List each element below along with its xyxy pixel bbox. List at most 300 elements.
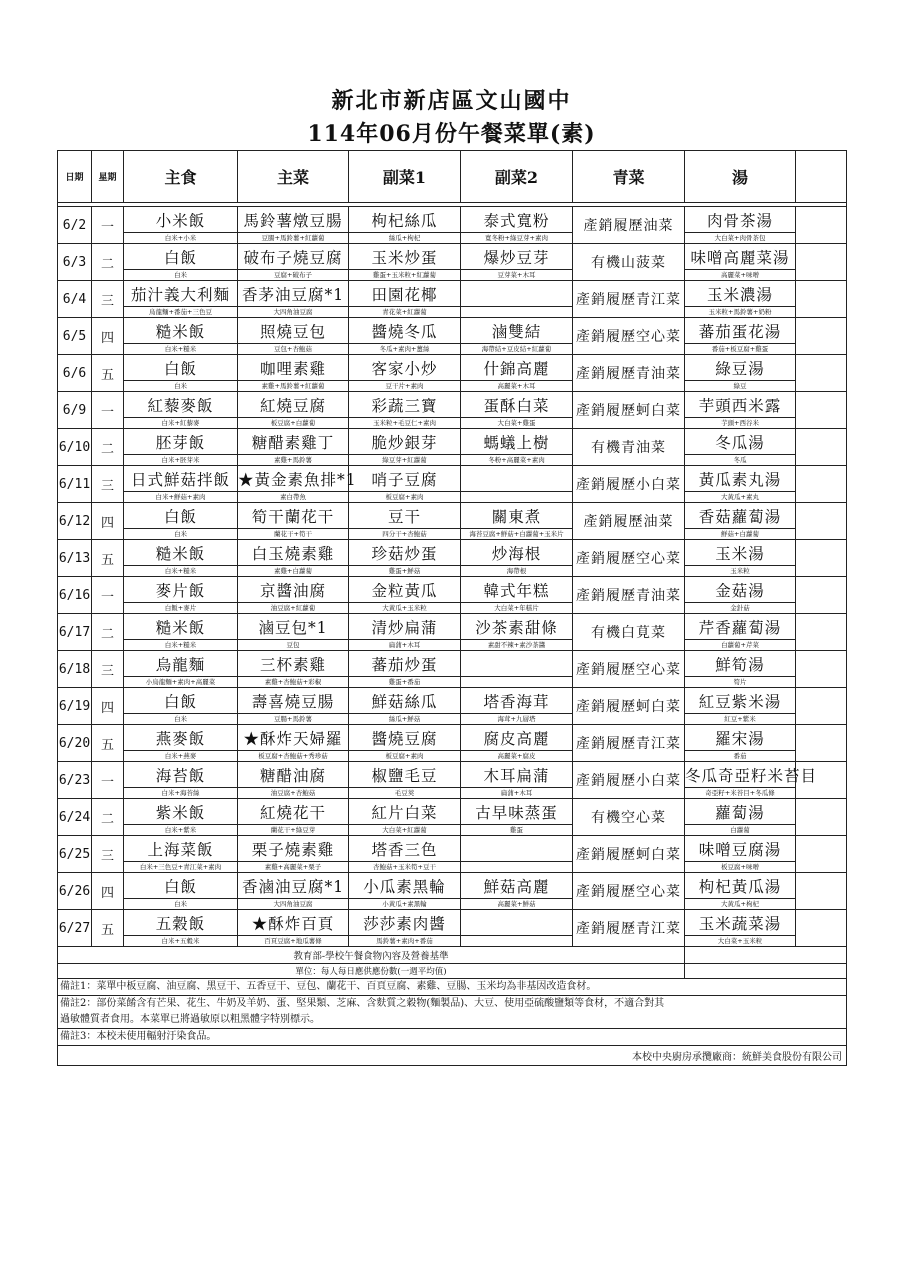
side1-ingredients: 大黃瓜+玉米粒 [349, 603, 461, 614]
side2-dish: 古早味蒸蛋 [461, 799, 573, 825]
serving-unit: 單位：每人每日應供應份數(一週平均值) [58, 964, 685, 979]
day-date: 6/20 [58, 725, 92, 762]
soup-dish: 肉骨茶湯 [685, 207, 796, 233]
menu-table [57, 150, 847, 1066]
main-ingredients: 豆腸+馬鈴薯 [238, 714, 349, 725]
ingredient-row [58, 307, 847, 318]
main-dish: 壽喜燒豆腸 [238, 688, 349, 714]
day-date: 6/17 [58, 614, 92, 651]
staple-dish: 麥片飯 [124, 577, 238, 603]
side1-dish: 枸杞絲瓜 [349, 207, 461, 233]
day-row [58, 429, 847, 455]
main-dish: 糖醋油腐 [238, 762, 349, 788]
side1-ingredients: 毛豆莢 [349, 788, 461, 799]
side2-ingredients: 高麗菜+腐皮 [461, 751, 573, 762]
day-weekday: 二 [92, 614, 124, 651]
day-row [58, 577, 847, 603]
soup-dish: 冬瓜湯 [685, 429, 796, 455]
vegetable-dish: 產銷履歷青油菜 [573, 577, 685, 614]
side2-dish: 炒海根 [461, 540, 573, 566]
day-date: 6/2 [58, 207, 92, 244]
note3-row [58, 1029, 847, 1046]
day-date: 6/26 [58, 873, 92, 910]
soup-dish: 綠豆湯 [685, 355, 796, 381]
side2-ingredients: 扁蒲+木耳 [461, 788, 573, 799]
staple-ingredients: 白米+三色豆+青江菜+素肉 [124, 862, 238, 873]
staple-dish: 燕麥飯 [124, 725, 238, 751]
soup-dish: 玉米蔬菜湯 [685, 910, 796, 936]
side1-ingredients: 杏鮑菇+玉米筍+豆干 [349, 862, 461, 873]
staple-dish: 胚芽飯 [124, 429, 238, 455]
vegetable-dish: 產銷履歷油菜 [573, 503, 685, 540]
day-row [58, 281, 847, 307]
side2-ingredients [461, 492, 573, 503]
vegetable-dish: 產銷履歷油菜 [573, 207, 685, 244]
side2-ingredients: 海帶結+豆皮結+紅蘿蔔 [461, 344, 573, 355]
staple-ingredients: 小烏龍麵+素肉+高麗菜 [124, 677, 238, 688]
staple-ingredients: 白米 [124, 529, 238, 540]
side1-ingredients: 雞蛋+番茄 [349, 677, 461, 688]
staple-dish: 上海菜飯 [124, 836, 238, 862]
day-row [58, 910, 847, 936]
ingredient-row [58, 603, 847, 614]
note2-row [58, 996, 847, 1029]
side2-dish: 韓式年糕 [461, 577, 573, 603]
side2-dish: 關東煮 [461, 503, 573, 529]
soup-ingredients: 芋頭+西谷米 [685, 418, 796, 429]
nutrition-standard-row [58, 947, 847, 964]
soup-dish: 玉米湯 [685, 540, 796, 566]
side1-dish: 醬燒冬瓜 [349, 318, 461, 344]
ingredient-row [58, 381, 847, 392]
blank-cell [796, 244, 847, 281]
vegetable-dish: 產銷履歷空心菜 [573, 651, 685, 688]
ingredient-row [58, 529, 847, 540]
side2-ingredients: 雞蛋 [461, 825, 573, 836]
school-title: 新北市新店區文山國中 [331, 88, 572, 114]
blank-cell [796, 725, 847, 762]
staple-ingredients: 白米+胚芽米 [124, 455, 238, 466]
side2-ingredients: 寬冬粉+綠豆芽+素肉 [461, 233, 573, 244]
soup-dish: 蕃茄蛋花湯 [685, 318, 796, 344]
note1-row [58, 979, 847, 996]
side1-dish: 鮮菇絲瓜 [349, 688, 461, 714]
day-weekday: 一 [92, 207, 124, 244]
main-dish: 京醬油腐 [238, 577, 349, 603]
side2-dish: 木耳扁蒲 [461, 762, 573, 788]
staple-dish: 白飯 [124, 503, 238, 529]
day-weekday: 五 [92, 355, 124, 392]
day-weekday: 三 [92, 466, 124, 503]
soup-dish: 味噌高麗菜湯 [685, 244, 796, 270]
side2-dish: 塔香海茸 [461, 688, 573, 714]
staple-ingredients: 白米+鮮菇+素肉 [124, 492, 238, 503]
side2-ingredients [461, 936, 573, 947]
staple-ingredients: 白米 [124, 714, 238, 725]
staple-dish: 小米飯 [124, 207, 238, 233]
side2-ingredients: 冬粉+高麗菜+素肉 [461, 455, 573, 466]
vegetable-dish: 產銷履歷空心菜 [573, 873, 685, 910]
note2-line2: 過敏體質者食用。本菜單已將過敏原以粗黑體字特別標示。 [60, 1014, 320, 1025]
main-dish: 三杯素雞 [238, 651, 349, 677]
soup-dish: 金菇湯 [685, 577, 796, 603]
soup-ingredients: 玉米粒 [685, 566, 796, 577]
main-ingredients: 素雞+白蘿蔔 [238, 566, 349, 577]
staple-dish: 茄汁義大利麵 [124, 281, 238, 307]
day-weekday: 四 [92, 873, 124, 910]
side1-dish: 玉米炒蛋 [349, 244, 461, 270]
side1-dish: 醬燒豆腐 [349, 725, 461, 751]
side1-ingredients: 雞蛋+鮮菇 [349, 566, 461, 577]
day-date: 6/5 [58, 318, 92, 355]
staple-ingredients: 白米+糙米 [124, 344, 238, 355]
day-weekday: 一 [92, 392, 124, 429]
day-row [58, 725, 847, 751]
menu-subtitle: 114年06月份午餐菜單(素) [307, 121, 596, 147]
soup-dish: 芹香蘿蔔湯 [685, 614, 796, 640]
main-ingredients: 豆腐+破布子 [238, 270, 349, 281]
side2-dish: 沙茶素甜條 [461, 614, 573, 640]
ingredient-row [58, 344, 847, 355]
blank-cell [796, 207, 847, 244]
soup-ingredients: 金針菇 [685, 603, 796, 614]
staple-ingredients: 白飯+麥片 [124, 603, 238, 614]
day-date: 6/25 [58, 836, 92, 873]
day-weekday: 三 [92, 836, 124, 873]
main-ingredients: 蘭花干+筍干 [238, 529, 349, 540]
main-dish: ★酥炸天婦羅 [238, 725, 349, 751]
day-date: 6/12 [58, 503, 92, 540]
staple-ingredients: 白米 [124, 899, 238, 910]
vegetable-dish: 產銷履歷空心菜 [573, 540, 685, 577]
day-date: 6/3 [58, 244, 92, 281]
main-ingredients: 蘭花干+綠豆芽 [238, 825, 349, 836]
soup-ingredients: 綠豆 [685, 381, 796, 392]
staple-dish: 白飯 [124, 688, 238, 714]
main-ingredients: 素雞+高麗菜+栗子 [238, 862, 349, 873]
main-ingredients: 板豆腐+杏鮑菇+秀珍菇 [238, 751, 349, 762]
blank-cell [796, 281, 847, 318]
vegetable-dish: 產銷履歷青江菜 [573, 281, 685, 318]
vegetable-dish: 產銷履歷蚵白菜 [573, 688, 685, 725]
day-date: 6/13 [58, 540, 92, 577]
blank-cell [796, 688, 847, 725]
day-row [58, 355, 847, 381]
side2-dish: 什錦高麗 [461, 355, 573, 381]
vegetable-dish: 產銷履歷空心菜 [573, 318, 685, 355]
side1-ingredients: 絲瓜+枸杞 [349, 233, 461, 244]
staple-ingredients: 白米+小米 [124, 233, 238, 244]
side2-dish [461, 281, 573, 307]
side2-ingredients: 海苔豆腐+鮮菇+白蘿蔔+玉米片 [461, 529, 573, 540]
ingredient-row [58, 270, 847, 281]
side1-dish: 脆炒銀芽 [349, 429, 461, 455]
ingredient-row [58, 714, 847, 725]
staple-dish: 海苔飯 [124, 762, 238, 788]
day-date: 6/16 [58, 577, 92, 614]
soup-ingredients: 鮮菇+白蘿蔔 [685, 529, 796, 540]
side2-dish [461, 651, 573, 677]
ingredient-row [58, 677, 847, 688]
day-weekday: 四 [92, 688, 124, 725]
main-ingredients: 豆腸+馬鈴薯+紅蘿蔔 [238, 233, 349, 244]
soup-dish: 冬瓜奇亞籽米苔目 [685, 762, 796, 788]
day-row [58, 244, 847, 270]
side2-ingredients: 大白菜+雞蛋 [461, 418, 573, 429]
day-date: 6/9 [58, 392, 92, 429]
day-row [58, 614, 847, 640]
side1-dish: 客家小炒 [349, 355, 461, 381]
header-staple: 主食 [124, 151, 238, 203]
day-date: 6/11 [58, 466, 92, 503]
main-ingredients: 油豆腐+杏鮑菇 [238, 788, 349, 799]
header-date: 日期 [58, 151, 92, 203]
side2-ingredients [461, 862, 573, 873]
side1-ingredients: 綠豆芽+紅蘿蔔 [349, 455, 461, 466]
serving-unit-row [58, 964, 847, 979]
supplier-row [58, 1046, 847, 1066]
day-weekday: 五 [92, 910, 124, 947]
day-row [58, 503, 847, 529]
soup-dish: 黃瓜素丸湯 [685, 466, 796, 492]
blank-cell [796, 614, 847, 651]
side2-dish: 蛋酥白菜 [461, 392, 573, 418]
side1-ingredients: 大白菜+紅蘿蔔 [349, 825, 461, 836]
vegetable-dish: 有機白莧菜 [573, 614, 685, 651]
side1-dish: 紅片白菜 [349, 799, 461, 825]
side2-ingredients: 高麗菜+鮮菇 [461, 899, 573, 910]
staple-ingredients: 白米+糙米 [124, 640, 238, 651]
staple-dish: 糙米飯 [124, 614, 238, 640]
day-row [58, 651, 847, 677]
ingredient-row [58, 899, 847, 910]
vegetable-dish: 產銷履歷蚵白菜 [573, 836, 685, 873]
ingredient-row [58, 862, 847, 873]
soup-ingredients: 板豆腐+味噌 [685, 862, 796, 873]
soup-ingredients: 番茄+板豆腐+雞蛋 [685, 344, 796, 355]
day-row [58, 540, 847, 566]
ingredient-row [58, 566, 847, 577]
header-veg: 青菜 [573, 151, 685, 203]
day-weekday: 三 [92, 651, 124, 688]
day-date: 6/19 [58, 688, 92, 725]
soup-ingredients: 紅豆+紫米 [685, 714, 796, 725]
main-dish: 馬鈴薯燉豆腸 [238, 207, 349, 233]
header-weekday: 星期 [92, 151, 124, 203]
day-row [58, 392, 847, 418]
day-weekday: 二 [92, 244, 124, 281]
day-weekday: 五 [92, 725, 124, 762]
soup-ingredients: 筍片 [685, 677, 796, 688]
header-row [58, 151, 847, 203]
side1-ingredients: 玉米粒+毛豆仁+素肉 [349, 418, 461, 429]
main-ingredients: 素雞+馬鈴薯 [238, 455, 349, 466]
vegetable-dish: 有機山菠菜 [573, 244, 685, 281]
staple-dish: 白飯 [124, 355, 238, 381]
main-dish: 咖哩素雞 [238, 355, 349, 381]
main-ingredients: 百頁豆腐+地瓜薯條 [238, 936, 349, 947]
header-side2: 副菜2 [461, 151, 573, 203]
side2-dish [461, 836, 573, 862]
main-ingredients: 素白帶魚 [238, 492, 349, 503]
side1-ingredients: 馬鈴薯+素肉+番茄 [349, 936, 461, 947]
main-dish: 照燒豆包 [238, 318, 349, 344]
staple-ingredients: 白米+燕麥 [124, 751, 238, 762]
soup-ingredients: 白蘿蔔+芹菜 [685, 640, 796, 651]
main-dish: ★黃金素魚排*1 [238, 466, 349, 492]
vegetable-dish: 產銷履歷青油菜 [573, 355, 685, 392]
note2 [58, 996, 847, 1029]
soup-ingredients: 大黃瓜+素丸 [685, 492, 796, 503]
main-dish: 糖醋素雞丁 [238, 429, 349, 455]
side2-dish: 泰式寬粉 [461, 207, 573, 233]
side1-dish: 蕃茄炒蛋 [349, 651, 461, 677]
day-weekday: 四 [92, 503, 124, 540]
soup-ingredients: 大黃瓜+枸杞 [685, 899, 796, 910]
blank-cell [796, 429, 847, 466]
day-row [58, 799, 847, 825]
side2-ingredients: 高麗菜+木耳 [461, 381, 573, 392]
side1-dish: 珍菇炒蛋 [349, 540, 461, 566]
staple-dish: 白飯 [124, 873, 238, 899]
side1-ingredients: 板豆腐+素肉 [349, 751, 461, 762]
header-soup: 湯 [685, 151, 796, 203]
side2-ingredients: 海茸+九層塔 [461, 714, 573, 725]
day-row [58, 207, 847, 233]
side2-ingredients: 素甜不辣+素沙茶醬 [461, 640, 573, 651]
blank-cell [796, 910, 847, 947]
staple-ingredients: 白米+紫米 [124, 825, 238, 836]
side1-ingredients: 豆干片+素肉 [349, 381, 461, 392]
day-date: 6/23 [58, 762, 92, 799]
ingredient-row [58, 492, 847, 503]
ingredient-row [58, 233, 847, 244]
ingredient-row [58, 936, 847, 947]
note3: 備註3：本校未使用輻射汙染食品。 [58, 1029, 847, 1046]
side1-dish: 金粒黃瓜 [349, 577, 461, 603]
blank-cell [796, 799, 847, 836]
blank-cell [796, 503, 847, 540]
main-dish: 破布子燒豆腐 [238, 244, 349, 270]
soup-dish: 玉米濃湯 [685, 281, 796, 307]
blank-cell [796, 836, 847, 873]
day-weekday: 三 [92, 281, 124, 318]
blank-cell [796, 651, 847, 688]
soup-ingredients: 大白菜+玉米粒 [685, 936, 796, 947]
supplier: 本校中央廚房承攬廠商：統鮮美食股份有限公司 [58, 1046, 847, 1066]
vegetable-dish: 有機空心菜 [573, 799, 685, 836]
side2-dish: 爆炒豆芽 [461, 244, 573, 270]
ingredient-row [58, 788, 847, 799]
side2-dish [461, 466, 573, 492]
staple-dish: 紅藜麥飯 [124, 392, 238, 418]
soup-dish: 蘿蔔湯 [685, 799, 796, 825]
vegetable-dish: 產銷履歷青江菜 [573, 910, 685, 947]
staple-dish: 紫米飯 [124, 799, 238, 825]
soup-ingredients: 番茄 [685, 751, 796, 762]
staple-ingredients: 白米 [124, 381, 238, 392]
blank-cell [796, 540, 847, 577]
staple-dish: 糙米飯 [124, 540, 238, 566]
side1-dish: 小瓜素黑輪 [349, 873, 461, 899]
side1-dish: 椒鹽毛豆 [349, 762, 461, 788]
blank-cell [796, 355, 847, 392]
main-dish: 香茅油豆腐*1 [238, 281, 349, 307]
day-weekday: 五 [92, 540, 124, 577]
day-weekday: 二 [92, 429, 124, 466]
side1-ingredients: 冬瓜+素肉+薑絲 [349, 344, 461, 355]
side1-dish: 莎莎素肉醬 [349, 910, 461, 936]
day-row [58, 688, 847, 714]
day-date: 6/24 [58, 799, 92, 836]
day-weekday: 二 [92, 799, 124, 836]
staple-dish: 日式鮮菇拌飯 [124, 466, 238, 492]
side2-dish: 滷雙結 [461, 318, 573, 344]
header-main: 主菜 [238, 151, 349, 203]
vegetable-dish: 產銷履歷青江菜 [573, 725, 685, 762]
blank-cell [796, 873, 847, 910]
side2-dish: 螞蟻上樹 [461, 429, 573, 455]
soup-ingredients: 大白菜+肉骨茶包 [685, 233, 796, 244]
staple-ingredients: 白米 [124, 270, 238, 281]
main-dish: 栗子燒素雞 [238, 836, 349, 862]
main-ingredients: 豆包 [238, 640, 349, 651]
staple-dish: 五穀飯 [124, 910, 238, 936]
soup-dish: 鮮筍湯 [685, 651, 796, 677]
staple-dish: 糙米飯 [124, 318, 238, 344]
side2-ingredients [461, 307, 573, 318]
staple-ingredients: 烏龍麵+番茄+三色豆 [124, 307, 238, 318]
soup-ingredients: 高麗菜+味噌 [685, 270, 796, 281]
side1-ingredients: 雞蛋+玉米粒+紅蘿蔔 [349, 270, 461, 281]
main-ingredients: 大四角油豆腐 [238, 899, 349, 910]
day-weekday: 一 [92, 577, 124, 614]
main-dish: 香滷油豆腐*1 [238, 873, 349, 899]
side1-ingredients: 四分干+杏鮑菇 [349, 529, 461, 540]
vegetable-dish: 產銷履歷小白菜 [573, 762, 685, 799]
blank-cell [796, 392, 847, 429]
side1-dish: 哨子豆腐 [349, 466, 461, 492]
staple-ingredients: 白米+紅藜麥 [124, 418, 238, 429]
vegetable-dish: 產銷履歷小白菜 [573, 466, 685, 503]
soup-ingredients: 玉米粒+馬鈴薯+奶粉 [685, 307, 796, 318]
side1-dish: 彩蔬三寶 [349, 392, 461, 418]
ingredient-row [58, 455, 847, 466]
ingredient-row [58, 751, 847, 762]
main-dish: 白玉燒素雞 [238, 540, 349, 566]
day-row [58, 466, 847, 492]
side1-dish: 豆干 [349, 503, 461, 529]
side1-ingredients: 絲瓜+鮮菇 [349, 714, 461, 725]
main-dish: 紅燒豆腐 [238, 392, 349, 418]
unit-blank [685, 964, 847, 979]
soup-dish: 芋頭西米露 [685, 392, 796, 418]
day-date: 6/4 [58, 281, 92, 318]
soup-ingredients: 冬瓜 [685, 455, 796, 466]
side1-ingredients: 小黃瓜+素黑輪 [349, 899, 461, 910]
header-blank [796, 151, 847, 203]
staple-dish: 白飯 [124, 244, 238, 270]
main-dish: 紅燒花干 [238, 799, 349, 825]
staple-ingredients: 白米+糙米 [124, 566, 238, 577]
main-ingredients: 油豆腐+紅蘿蔔 [238, 603, 349, 614]
soup-dish: 香菇蘿蔔湯 [685, 503, 796, 529]
main-dish: ★酥炸百頁 [238, 910, 349, 936]
side2-dish: 鮮菇高麗 [461, 873, 573, 899]
soup-ingredients: 白蘿蔔 [685, 825, 796, 836]
day-weekday: 一 [92, 762, 124, 799]
blank-cell [796, 577, 847, 614]
